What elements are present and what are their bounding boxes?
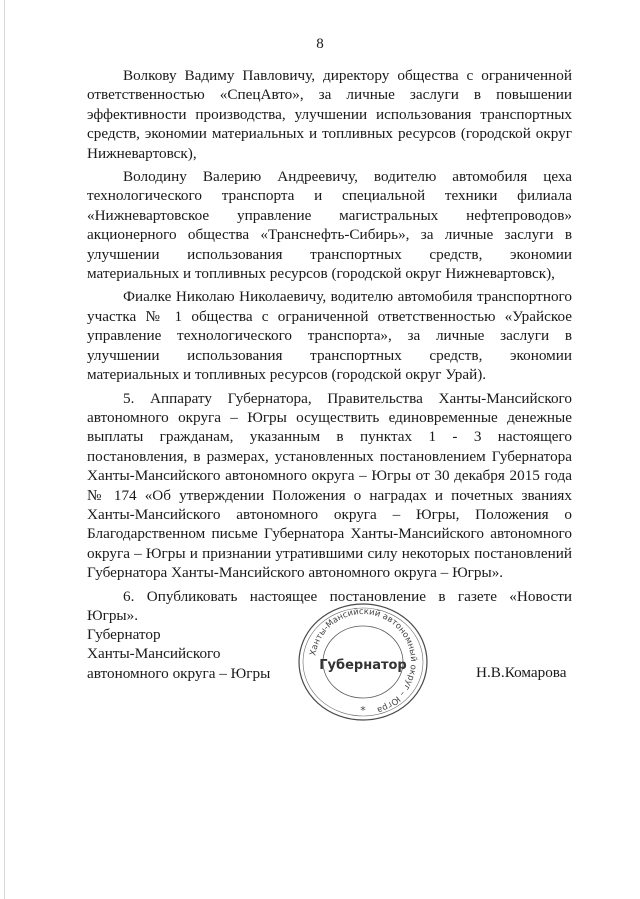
svg-text:*: *: [360, 704, 366, 717]
svg-text:Ханты-Мансийский автономный ок: Ханты-Мансийский автономный округ – Югра: [308, 606, 419, 715]
signer-position-line2: Ханты-Мансийского: [87, 645, 221, 663]
svg-text:Губернатор: Губернатор: [319, 658, 407, 673]
official-seal: [293, 598, 433, 726]
scan-edge-line: [4, 0, 5, 899]
paragraph-item-5: 5. Аппарату Губернатора, Правительства Ханты-Мансийского автономного округа – Югры осуществить единовременные денежные выплаты гражданам, указанным в пунктах 1 - 3 настоящего постановления, в размерах, установленных постановлением Губернатора Ханты-Мансийского автономного округа – Югры от 30 декабря 2015 года № 174 «Об утверждении Положения о наградах и почетных званиях Ханты-Мансийского автономного округа – Югры, Положения о Благодарственном письме Губернатора Ханты-Мансийского автономного округа – Югры и признании утратившими силу некоторых постановлений Губернатора Ханты-Мансийского автономного округа – Югры».: [87, 389, 572, 582]
paragraph-volodin: Володину Валерию Андреевичу, водителю автомобиля цеха технологического транспорта и специальной техники филиала «Нижневартовское управление магистральных нефтепроводов» акционерного общества «Транснефть-Сибирь», за личные заслуги в улучшении использования транспортных средств, экономии материальных и топливных ресурсов (городской округ Нижневартовск),: [87, 168, 572, 283]
paragraph-fialka: Фиалке Николаю Николаевичу, водителю автомобиля транспортного участка № 1 общества с ограниченной ответственностью «Урайское управление технологического транспорта», за личные заслуги в улучшении использования транспортных средств, экономии материальных и топливных ресурсов (городской округ Урай).: [87, 288, 572, 384]
page-number: 8: [316, 36, 324, 52]
signer-position-line1: Губернатор: [87, 626, 161, 643]
signature-block: [87, 625, 270, 683]
signer-name: Н.В.Комарова: [476, 664, 567, 681]
paragraph-item-6: 6. Опубликовать настоящее постановление в газете «Новости Югры».: [87, 587, 572, 624]
document-body: [87, 66, 572, 625]
seal-icon: [293, 598, 433, 726]
paragraph-volkov: Волкову Вадиму Павловичу, директору общества с ограниченной ответственностью «СпецАвто», за личные заслуги в повышении эффективности производства, улучшении использования транспортных средств, экономии материальных и топливных ресурсов (городской округ Нижневартовск),: [87, 67, 572, 162]
signer-position-line3: автономного округа – Югры: [87, 664, 271, 682]
